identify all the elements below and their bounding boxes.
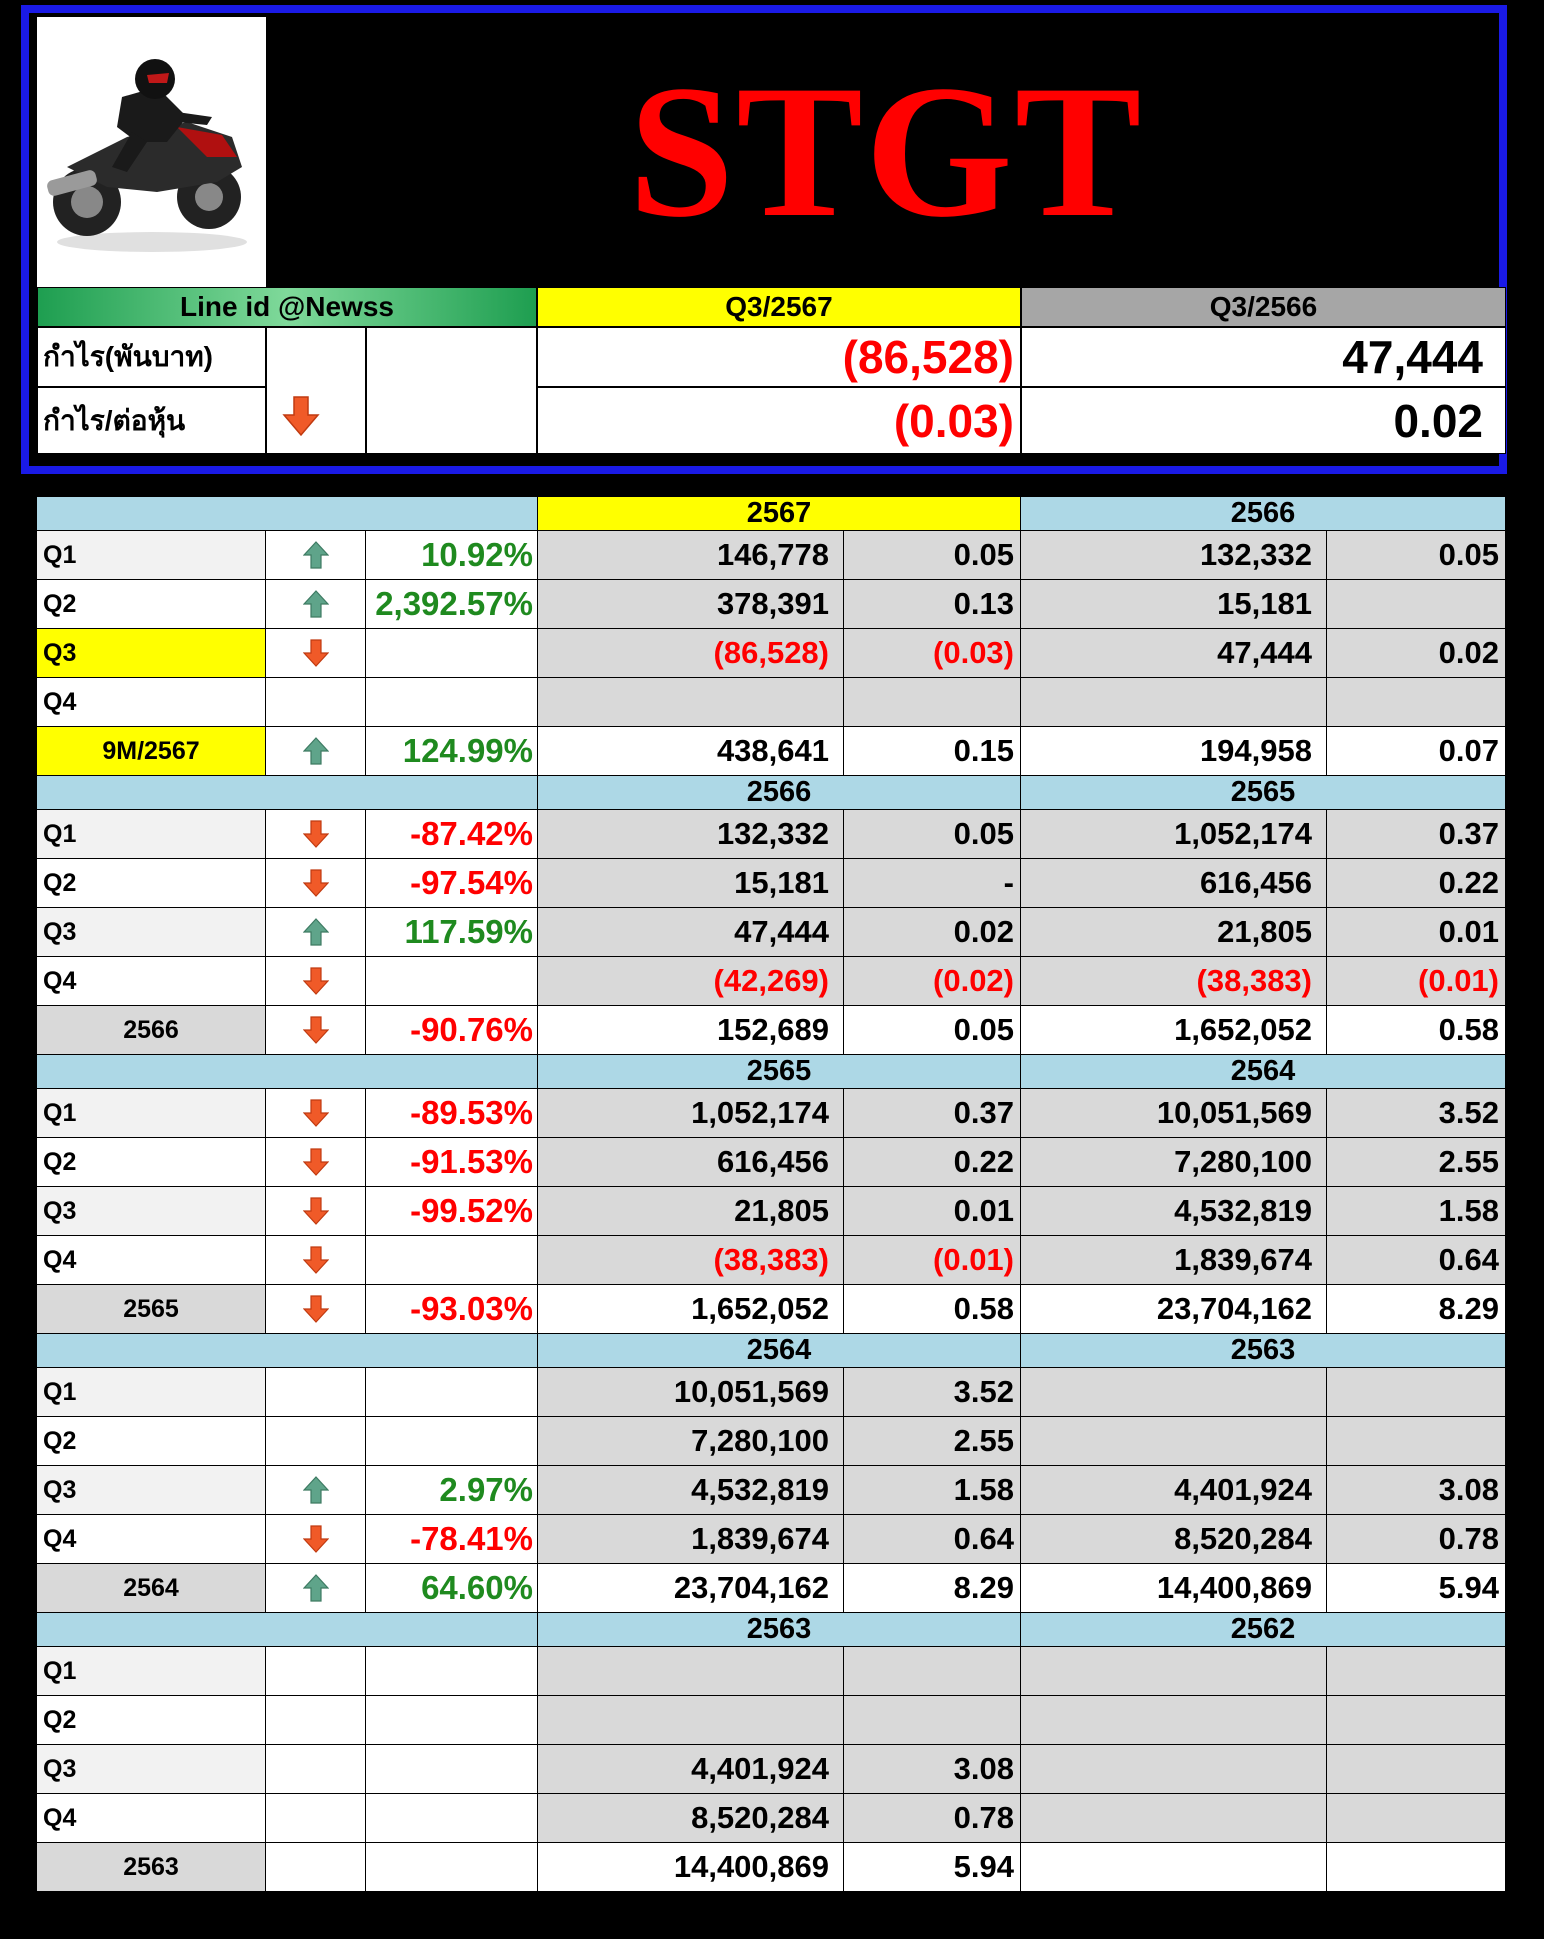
eps-right: 0.05 bbox=[1327, 531, 1506, 580]
profit-left: 47,444 bbox=[538, 908, 844, 957]
eps-right: 0.37 bbox=[1327, 810, 1506, 859]
period-label: Q3 bbox=[37, 908, 266, 957]
quarter-row bbox=[37, 1794, 1506, 1843]
quarter-row bbox=[37, 1745, 1506, 1794]
period-label: Q1 bbox=[37, 1089, 266, 1138]
trend-cell bbox=[266, 1368, 366, 1417]
quarter-row bbox=[37, 1417, 1506, 1466]
period-label: Q4 bbox=[37, 1515, 266, 1564]
period-label: Q3 bbox=[37, 1466, 266, 1515]
trend-cell bbox=[266, 727, 366, 776]
quarter-row bbox=[37, 1647, 1506, 1696]
profit-right: 4,401,924 bbox=[1021, 1466, 1327, 1515]
profit-left bbox=[538, 1696, 844, 1745]
year-right: 2563 bbox=[1021, 1334, 1506, 1368]
profit-left bbox=[538, 1647, 844, 1696]
eps-right: 5.94 bbox=[1327, 1564, 1506, 1613]
period-label: Q2 bbox=[37, 580, 266, 629]
profit-right: 7,280,100 bbox=[1021, 1138, 1327, 1187]
profit-previous: 47,444 bbox=[1021, 327, 1506, 387]
year-right: 2566 bbox=[1021, 497, 1506, 531]
change-percent bbox=[366, 1843, 538, 1892]
quarter-row bbox=[37, 629, 1506, 678]
eps-left: 0.02 bbox=[844, 908, 1021, 957]
profit-left: 23,704,162 bbox=[538, 1564, 844, 1613]
eps-left: 0.01 bbox=[844, 1187, 1021, 1236]
trend-cell bbox=[266, 908, 366, 957]
trend-cell bbox=[266, 1466, 366, 1515]
profit-left: 8,520,284 bbox=[538, 1794, 844, 1843]
period-label: 2563 bbox=[37, 1843, 266, 1892]
period-label: 9M/2567 bbox=[37, 727, 266, 776]
line-id-label: Line id @Newss bbox=[37, 287, 537, 327]
up-arrow-icon bbox=[303, 540, 329, 570]
eps-right: 0.02 bbox=[1327, 629, 1506, 678]
profit-right bbox=[1021, 678, 1327, 727]
trend-cell bbox=[266, 1006, 366, 1055]
eps-right: (0.01) bbox=[1327, 957, 1506, 1006]
profit-left: 378,391 bbox=[538, 580, 844, 629]
eps-left: 0.05 bbox=[844, 1006, 1021, 1055]
profit-right: 616,456 bbox=[1021, 859, 1327, 908]
quarter-row bbox=[37, 678, 1506, 727]
section-header bbox=[37, 1334, 1506, 1368]
total-row bbox=[37, 1285, 1506, 1334]
quarter-row bbox=[37, 1696, 1506, 1745]
period-label: Q3 bbox=[37, 1745, 266, 1794]
profit-left: 10,051,569 bbox=[538, 1368, 844, 1417]
eps-left bbox=[844, 1647, 1021, 1696]
profit-left: 4,401,924 bbox=[538, 1745, 844, 1794]
eps-left: - bbox=[844, 859, 1021, 908]
change-percent bbox=[366, 678, 538, 727]
ticker-symbol: STGT bbox=[628, 47, 1144, 257]
section-header-blank bbox=[37, 1334, 538, 1368]
change-percent: 2,392.57% bbox=[366, 580, 538, 629]
change-percent: -78.41% bbox=[366, 1515, 538, 1564]
change-percent: 124.99% bbox=[366, 727, 538, 776]
eps-left: 0.13 bbox=[844, 580, 1021, 629]
change-percent bbox=[366, 957, 538, 1006]
column-current-quarter: Q3/2567 bbox=[537, 287, 1021, 327]
profit-left: 616,456 bbox=[538, 1138, 844, 1187]
year-left: 2563 bbox=[538, 1613, 1021, 1647]
period-label: Q2 bbox=[37, 1417, 266, 1466]
period-label: Q2 bbox=[37, 1696, 266, 1745]
change-percent bbox=[366, 1368, 538, 1417]
quarter-row bbox=[37, 1368, 1506, 1417]
eps-right bbox=[1327, 1745, 1506, 1794]
total-row bbox=[37, 1006, 1506, 1055]
quarter-row bbox=[37, 1236, 1506, 1285]
profit-right bbox=[1021, 1647, 1327, 1696]
eps-right: 2.55 bbox=[1327, 1138, 1506, 1187]
section-header-blank bbox=[37, 776, 538, 810]
profit-left: 21,805 bbox=[538, 1187, 844, 1236]
change-percent: -89.53% bbox=[366, 1089, 538, 1138]
down-arrow-icon bbox=[303, 868, 329, 898]
down-arrow-icon bbox=[303, 638, 329, 668]
eps-label: กำไร/ต่อหุ้น bbox=[37, 387, 266, 454]
eps-right bbox=[1327, 580, 1506, 629]
total-row bbox=[37, 1843, 1506, 1892]
eps-left: (0.03) bbox=[844, 629, 1021, 678]
change-percent bbox=[366, 1794, 538, 1843]
trend-cell bbox=[266, 1187, 366, 1236]
period-label: Q1 bbox=[37, 531, 266, 580]
trend-cell bbox=[266, 1647, 366, 1696]
period-label: Q2 bbox=[37, 1138, 266, 1187]
trend-cell bbox=[266, 1089, 366, 1138]
trend-cell bbox=[266, 1794, 366, 1843]
profit-right: 47,444 bbox=[1021, 629, 1327, 678]
trend-cell bbox=[266, 1236, 366, 1285]
profit-right bbox=[1021, 1696, 1327, 1745]
change-percent: -99.52% bbox=[366, 1187, 538, 1236]
trend-cell bbox=[266, 1564, 366, 1613]
down-arrow-icon bbox=[303, 1015, 329, 1045]
profit-right bbox=[1021, 1368, 1327, 1417]
change-percent: 64.60% bbox=[366, 1564, 538, 1613]
eps-left: 2.55 bbox=[844, 1417, 1021, 1466]
down-arrow-icon bbox=[303, 1147, 329, 1177]
eps-left: 0.05 bbox=[844, 810, 1021, 859]
quarter-row bbox=[37, 1089, 1506, 1138]
eps-left bbox=[844, 678, 1021, 727]
profit-right: 132,332 bbox=[1021, 531, 1327, 580]
down-arrow-icon bbox=[281, 395, 321, 442]
down-arrow-icon bbox=[303, 1245, 329, 1275]
section-header bbox=[37, 1613, 1506, 1647]
profit-left: 1,839,674 bbox=[538, 1515, 844, 1564]
profit-left: 132,332 bbox=[538, 810, 844, 859]
profit-right: 1,839,674 bbox=[1021, 1236, 1327, 1285]
period-label: Q2 bbox=[37, 859, 266, 908]
period-label: Q1 bbox=[37, 810, 266, 859]
period-label: Q4 bbox=[37, 1236, 266, 1285]
profit-right bbox=[1021, 1745, 1327, 1794]
period-label: Q4 bbox=[37, 678, 266, 727]
eps-left: (0.01) bbox=[844, 1236, 1021, 1285]
profit-right: 10,051,569 bbox=[1021, 1089, 1327, 1138]
profit-right: 15,181 bbox=[1021, 580, 1327, 629]
year-left: 2564 bbox=[538, 1334, 1021, 1368]
change-percent bbox=[366, 1745, 538, 1794]
profit-left: (86,528) bbox=[538, 629, 844, 678]
eps-right: 1.58 bbox=[1327, 1187, 1506, 1236]
profit-right: (38,383) bbox=[1021, 957, 1327, 1006]
profit-right: 14,400,869 bbox=[1021, 1564, 1327, 1613]
eps-left: 1.58 bbox=[844, 1466, 1021, 1515]
trend-cell bbox=[266, 1417, 366, 1466]
change-percent: 2.97% bbox=[366, 1466, 538, 1515]
eps-right: 0.07 bbox=[1327, 727, 1506, 776]
blank-cell-lower bbox=[366, 387, 537, 454]
profit-left: 4,532,819 bbox=[538, 1466, 844, 1515]
change-percent: -91.53% bbox=[366, 1138, 538, 1187]
eps-right bbox=[1327, 1696, 1506, 1745]
quarter-row bbox=[37, 1187, 1506, 1236]
eps-left: 0.22 bbox=[844, 1138, 1021, 1187]
profit-right: 1,652,052 bbox=[1021, 1006, 1327, 1055]
quarter-row bbox=[37, 1138, 1506, 1187]
trend-cell bbox=[266, 531, 366, 580]
profit-left: 438,641 bbox=[538, 727, 844, 776]
trend-cell bbox=[266, 580, 366, 629]
eps-left: 0.37 bbox=[844, 1089, 1021, 1138]
change-percent bbox=[366, 1236, 538, 1285]
header-content bbox=[37, 17, 1506, 464]
trend-cell bbox=[266, 859, 366, 908]
quarter-row bbox=[37, 580, 1506, 629]
motorcycle-rider-icon bbox=[37, 17, 266, 287]
up-arrow-icon bbox=[303, 917, 329, 947]
trend-cell bbox=[266, 1745, 366, 1794]
trend-cell bbox=[266, 1843, 366, 1892]
period-label: 2566 bbox=[37, 1006, 266, 1055]
eps-right: 0.22 bbox=[1327, 859, 1506, 908]
profit-left: (42,269) bbox=[538, 957, 844, 1006]
profit-right bbox=[1021, 1794, 1327, 1843]
profit-left: 152,689 bbox=[538, 1006, 844, 1055]
eps-left: (0.02) bbox=[844, 957, 1021, 1006]
trend-cell bbox=[266, 678, 366, 727]
eps-right bbox=[1327, 1647, 1506, 1696]
section-header bbox=[37, 776, 1506, 810]
section-header bbox=[37, 497, 1506, 531]
eps-right: 3.08 bbox=[1327, 1466, 1506, 1515]
quarter-row bbox=[37, 810, 1506, 859]
down-arrow-icon bbox=[303, 1098, 329, 1128]
profit-left: 1,052,174 bbox=[538, 1089, 844, 1138]
profit-right: 4,532,819 bbox=[1021, 1187, 1327, 1236]
eps-left: 0.05 bbox=[844, 531, 1021, 580]
trend-cell bbox=[266, 1138, 366, 1187]
profit-left: 14,400,869 bbox=[538, 1843, 844, 1892]
profit-right: 8,520,284 bbox=[1021, 1515, 1327, 1564]
profit-left: 15,181 bbox=[538, 859, 844, 908]
eps-left: 3.08 bbox=[844, 1745, 1021, 1794]
eps-right bbox=[1327, 1794, 1506, 1843]
year-left: 2566 bbox=[538, 776, 1021, 810]
period-label: Q1 bbox=[37, 1647, 266, 1696]
trend-cell bbox=[266, 957, 366, 1006]
down-arrow-icon bbox=[303, 966, 329, 996]
trend-cell bbox=[266, 1515, 366, 1564]
year-left: 2567 bbox=[538, 497, 1021, 531]
period-label: Q3 bbox=[37, 629, 266, 678]
profit-left: 146,778 bbox=[538, 531, 844, 580]
eps-right: 3.52 bbox=[1327, 1089, 1506, 1138]
year-right: 2565 bbox=[1021, 776, 1506, 810]
total-row bbox=[37, 1564, 1506, 1613]
period-label: Q4 bbox=[37, 957, 266, 1006]
year-left: 2565 bbox=[538, 1055, 1021, 1089]
eps-current: (0.03) bbox=[537, 387, 1021, 454]
motorcycle-logo bbox=[37, 17, 266, 287]
section-header-blank bbox=[37, 497, 538, 531]
profit-right: 194,958 bbox=[1021, 727, 1327, 776]
eps-right: 0.01 bbox=[1327, 908, 1506, 957]
period-label: 2564 bbox=[37, 1564, 266, 1613]
blank-cell bbox=[366, 327, 537, 387]
profit-right bbox=[1021, 1417, 1327, 1466]
eps-right bbox=[1327, 1368, 1506, 1417]
up-arrow-icon bbox=[303, 589, 329, 619]
eps-left: 5.94 bbox=[844, 1843, 1021, 1892]
section-header-blank bbox=[37, 1613, 538, 1647]
down-arrow-icon bbox=[303, 1524, 329, 1554]
profit-right: 23,704,162 bbox=[1021, 1285, 1327, 1334]
eps-right: 0.58 bbox=[1327, 1006, 1506, 1055]
change-percent: -97.54% bbox=[366, 859, 538, 908]
year-right: 2564 bbox=[1021, 1055, 1506, 1089]
change-percent: 10.92% bbox=[366, 531, 538, 580]
profit-right: 1,052,174 bbox=[1021, 810, 1327, 859]
year-right: 2562 bbox=[1021, 1613, 1506, 1647]
eps-left: 0.78 bbox=[844, 1794, 1021, 1843]
quarter-row bbox=[37, 957, 1506, 1006]
eps-right: 0.78 bbox=[1327, 1515, 1506, 1564]
up-arrow-icon bbox=[303, 1475, 329, 1505]
eps-left: 3.52 bbox=[844, 1368, 1021, 1417]
eps-previous: 0.02 bbox=[1021, 387, 1506, 454]
profit-right: 21,805 bbox=[1021, 908, 1327, 957]
eps-right: 8.29 bbox=[1327, 1285, 1506, 1334]
period-label: Q1 bbox=[37, 1368, 266, 1417]
total-row bbox=[37, 727, 1506, 776]
down-arrow-icon bbox=[303, 1196, 329, 1226]
up-arrow-icon bbox=[303, 736, 329, 766]
quarter-row bbox=[37, 859, 1506, 908]
period-label: Q3 bbox=[37, 1187, 266, 1236]
down-arrow-icon bbox=[303, 1294, 329, 1324]
section-header bbox=[37, 1055, 1506, 1089]
change-percent: -87.42% bbox=[366, 810, 538, 859]
profit-left: (38,383) bbox=[538, 1236, 844, 1285]
profit-row bbox=[37, 327, 1506, 387]
up-arrow-icon bbox=[303, 1573, 329, 1603]
eps-left: 8.29 bbox=[844, 1564, 1021, 1613]
eps-left bbox=[844, 1696, 1021, 1745]
change-percent bbox=[366, 1417, 538, 1466]
trend-cell bbox=[266, 327, 366, 387]
column-previous-quarter: Q3/2566 bbox=[1021, 287, 1506, 327]
header-columns-row bbox=[37, 287, 1506, 327]
eps-right bbox=[1327, 678, 1506, 727]
trend-cell bbox=[266, 1696, 366, 1745]
period-label: 2565 bbox=[37, 1285, 266, 1334]
eps-left: 0.15 bbox=[844, 727, 1021, 776]
profit-left: 7,280,100 bbox=[538, 1417, 844, 1466]
change-percent bbox=[366, 1696, 538, 1745]
eps-right bbox=[1327, 1417, 1506, 1466]
down-arrow-icon bbox=[303, 819, 329, 849]
quarter-row bbox=[37, 1515, 1506, 1564]
eps-left: 0.64 bbox=[844, 1515, 1021, 1564]
profit-current: (86,528) bbox=[537, 327, 1021, 387]
quarter-row bbox=[37, 531, 1506, 580]
profit-left: 1,652,052 bbox=[538, 1285, 844, 1334]
profit-label: กำไร(พันบาท) bbox=[37, 327, 266, 387]
section-header-blank bbox=[37, 1055, 538, 1089]
eps-right bbox=[1327, 1843, 1506, 1892]
profit-left bbox=[538, 678, 844, 727]
eps-right: 0.64 bbox=[1327, 1236, 1506, 1285]
change-percent bbox=[366, 629, 538, 678]
change-percent: -93.03% bbox=[366, 1285, 538, 1334]
trend-cell bbox=[266, 1285, 366, 1334]
trend-cell bbox=[266, 629, 366, 678]
change-percent: -90.76% bbox=[366, 1006, 538, 1055]
profit-right bbox=[1021, 1843, 1327, 1892]
earnings-table bbox=[37, 497, 1506, 1892]
eps-left: 0.58 bbox=[844, 1285, 1021, 1334]
trend-cell bbox=[266, 810, 366, 859]
change-percent: 117.59% bbox=[366, 908, 538, 957]
eps-row bbox=[37, 387, 1506, 454]
change-percent bbox=[366, 1647, 538, 1696]
period-label: Q4 bbox=[37, 1794, 266, 1843]
quarter-row bbox=[37, 1466, 1506, 1515]
quarter-row bbox=[37, 908, 1506, 957]
